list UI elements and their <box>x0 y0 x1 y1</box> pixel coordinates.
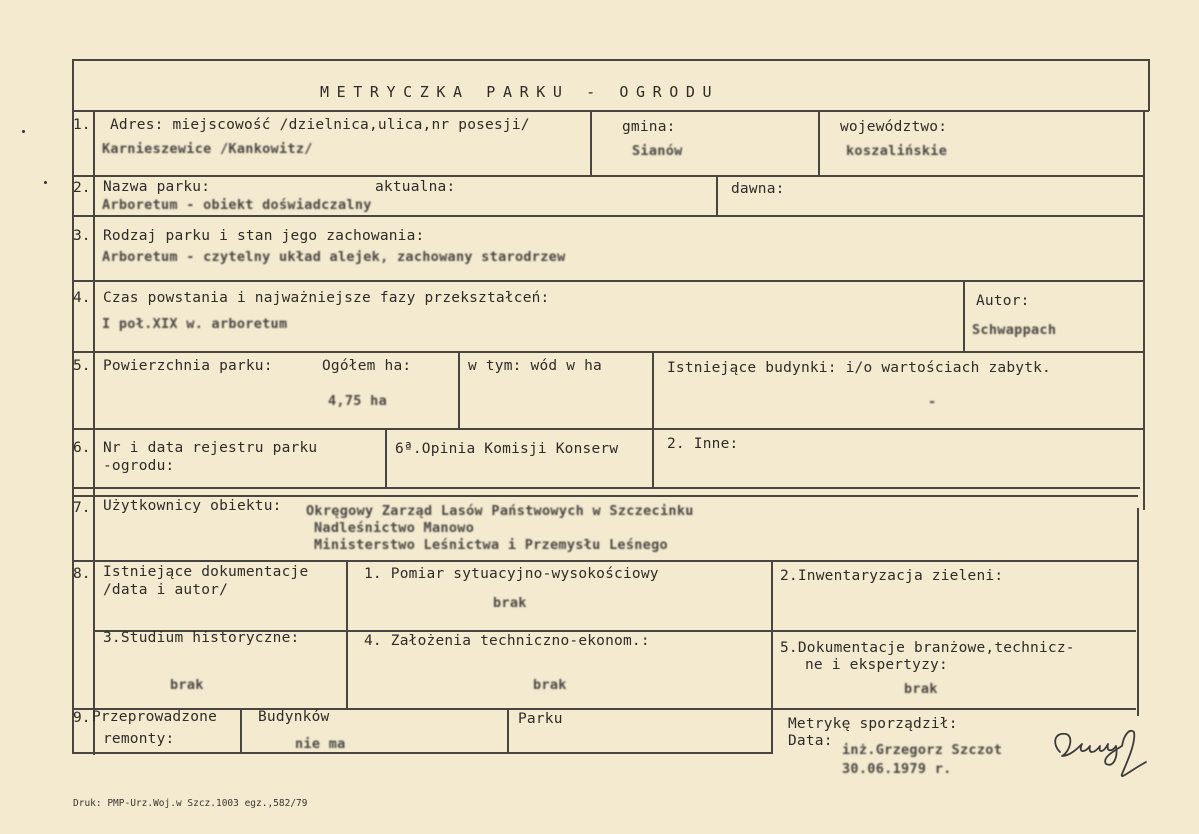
buildings-renovation-label: Budynków <box>258 709 330 725</box>
number-column-line <box>93 110 95 755</box>
survey-value: brak <box>493 595 527 611</box>
row-line <box>72 110 1149 112</box>
prepared-by-label: Metrykę sporządził: <box>788 716 958 732</box>
renovations-label: Przeprowadzone <box>92 709 218 725</box>
users-label: Użytkownicy obiektu: <box>103 498 282 514</box>
documentation-label: Istniejące dokumentacje <box>103 564 309 580</box>
row-line <box>72 708 1136 710</box>
industry-docs-label-2: ne i ekspertyzy: <box>805 657 948 673</box>
row-line <box>72 351 1144 353</box>
row-line <box>72 495 1138 497</box>
conservation-opinion-label: 6ª.Opinia Komisji Konserw <box>395 441 619 457</box>
users-value-3: Ministerstwo Leśnictwa i Przemysłu Leśnego <box>314 537 668 553</box>
frame-top <box>72 59 1150 61</box>
frame-right-top <box>1148 59 1150 111</box>
wojewodztwo-label: województwo: <box>840 119 948 135</box>
row-line <box>72 752 772 754</box>
water-area-label: w tym: wód w ha <box>468 358 602 374</box>
col-line <box>716 175 718 215</box>
form-title: METRYCZKA PARKU - OGRODU <box>320 83 720 101</box>
park-type-label: Rodzaj parku i stan jego zachowania: <box>103 228 425 244</box>
section-number: 6. <box>73 440 91 456</box>
row-line <box>72 487 1140 489</box>
col-line <box>240 708 242 754</box>
technical-assumptions-value: brak <box>533 677 567 693</box>
col-line <box>771 560 773 754</box>
row-line <box>72 215 1144 217</box>
former-name-label: dawna: <box>731 181 785 197</box>
col-line <box>963 280 965 351</box>
technical-assumptions-label: 4. Założenia techniczno-ekonom.: <box>364 633 650 649</box>
survey-label: 1. Pomiar sytuacyjno-wysokościowy <box>364 566 659 582</box>
industry-docs-label: 5.Dokumentacje branżowe,technicz- <box>780 640 1075 656</box>
section-number: 1. <box>73 117 91 133</box>
other-label: 2. Inne: <box>667 436 739 452</box>
row-line <box>72 428 1144 430</box>
col-line <box>458 351 460 428</box>
section-number: 2. <box>73 180 91 196</box>
col-line <box>590 110 592 175</box>
greenery-inventory-label: 2.Inwentaryzacja zieleni: <box>780 568 1004 584</box>
total-area-label: Ogółem ha: <box>322 358 412 374</box>
section-number: 8. <box>73 566 91 582</box>
col-line <box>652 351 654 487</box>
current-name-label: aktualna: <box>375 179 456 195</box>
print-footer: Druk: PMP-Urz.Woj.w Szcz.1003 egz.,582/79 <box>73 798 308 809</box>
col-line <box>346 560 348 708</box>
author-label: Autor: <box>976 293 1030 309</box>
section-number: 7. <box>73 500 91 516</box>
industry-docs-value: brak <box>904 681 938 697</box>
section-number: 4. <box>73 290 91 306</box>
register-label-2: -ogrodu: <box>103 458 175 474</box>
row-line <box>72 560 1138 562</box>
wojewodztwo-value: koszalińskie <box>846 143 948 159</box>
address-value: Karnieszewice /Kankowitz/ <box>102 141 313 157</box>
gmina-value: Sianów <box>632 143 683 159</box>
frame-right <box>1143 110 1145 510</box>
historical-study-label: 3.Studium historyczne: <box>103 630 300 646</box>
col-line <box>385 428 387 487</box>
section-number: 5. <box>73 358 91 374</box>
historical-study-value: brak <box>170 677 204 693</box>
users-value-2: Nadleśnictwo Manowo <box>314 520 475 536</box>
punch-mark <box>44 181 47 184</box>
renovations-label-2: remonty: <box>103 731 175 747</box>
handwritten-signature <box>1048 722 1163 782</box>
users-value-1: Okręgowy Zarząd Lasów Państwowych w Szczecinku <box>306 503 694 519</box>
register-label: Nr i data rejestru parku <box>103 440 318 456</box>
date-label: Data: <box>788 733 833 749</box>
col-line <box>507 708 509 754</box>
history-value: I poł.XIX w. arboretum <box>102 316 288 332</box>
park-type-value: Arboretum - czytelny układ alejek, zachowany starodrzew <box>102 249 566 265</box>
section-number: 3. <box>73 228 91 244</box>
history-label: Czas powstania i najważniejsze fazy przekształceń: <box>103 290 550 306</box>
park-name-label: Nazwa parku: <box>103 179 211 195</box>
row-line <box>72 280 1144 282</box>
current-name-value: Arboretum - obiekt doświadczalny <box>102 197 372 213</box>
frame-right-low <box>1137 508 1139 716</box>
park-renovation-label: Parku <box>518 711 563 727</box>
buildings-renovation-value: nie ma <box>295 736 346 752</box>
documentation-label-2: /data i autor/ <box>103 582 229 598</box>
author-value: Schwappach <box>972 322 1057 338</box>
address-label: Adres: miejscowość /dzielnica,ulica,nr posesji/ <box>110 117 530 133</box>
frame-left <box>72 59 74 753</box>
section-number: 9. <box>73 710 91 726</box>
row-line <box>72 175 1144 177</box>
area-label: Powierzchnia parku: <box>103 358 273 374</box>
total-area-value: 4,75 ha <box>328 393 387 409</box>
prepared-by-value: inż.Grzegorz Szczot <box>842 742 1003 758</box>
gmina-label: gmina: <box>622 119 676 135</box>
buildings-value: - <box>928 394 937 410</box>
date-value: 30.06.1979 r. <box>842 761 952 777</box>
col-line <box>818 110 820 175</box>
punch-mark <box>22 130 25 133</box>
buildings-label: Istniejące budynki: i/o wartościach zabytk. <box>667 360 1051 376</box>
